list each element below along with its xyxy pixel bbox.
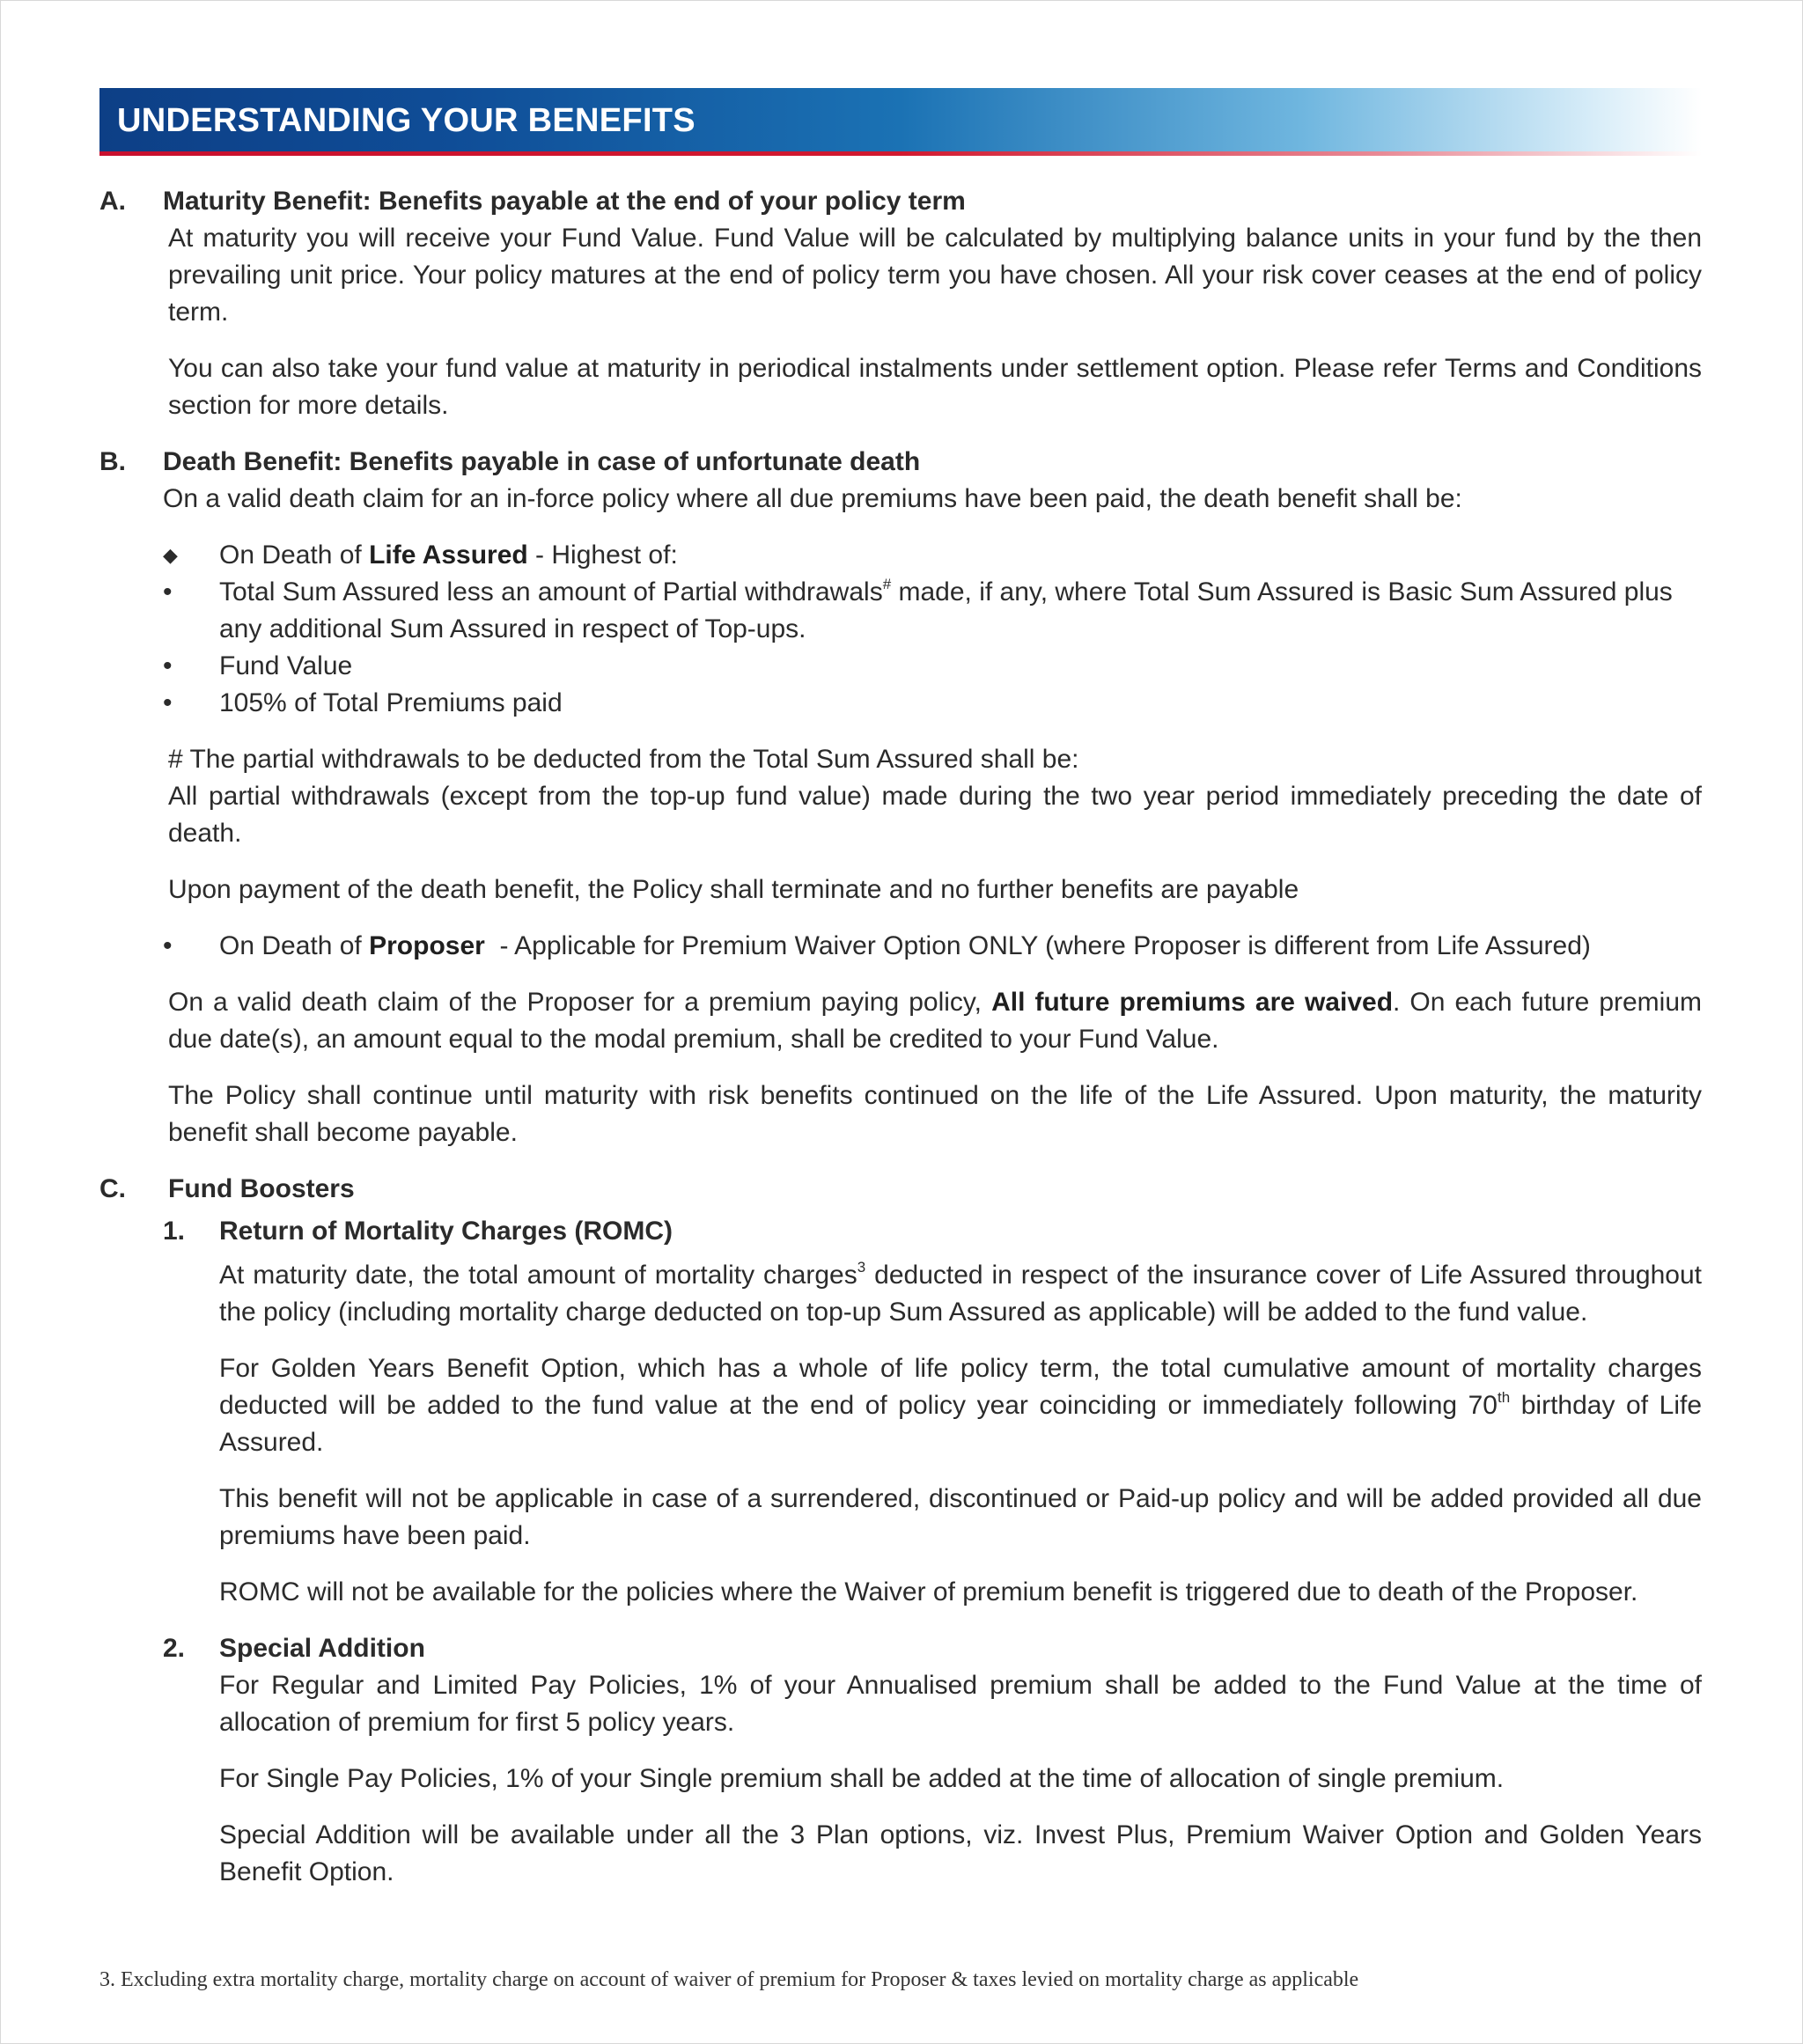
list-item: • Fund Value [163,648,1702,685]
section-title: Fund Boosters [168,1174,355,1203]
bullet-icon: • [163,651,173,680]
section-fund-boosters [99,1171,1702,1891]
list-item: • On Death of Proposer - Applicable for Premium Waiver Option ONLY (where Proposer is different from Life Assured) [163,928,1702,965]
premiums-waived-text: All future premiums are waived [991,988,1394,1017]
paragraph: For Single Pay Policies, 1% of your Single premium shall be added at the time of allocation of single premium. [219,1764,1505,1793]
section-letter: C. [99,1174,126,1203]
footnote-marker: # [882,576,892,592]
subsection-title: Special Addition [219,1634,425,1663]
list-item: • 105% of Total Premiums paid [163,685,1702,722]
paragraph: You can also take your fund value at maturity in periodical instalments under settlement option. Please refer Terms and Conditions section for more details. [168,354,1702,420]
life-assured-label: Life Assured [369,540,528,570]
bullet-icon: • [163,931,173,960]
paragraph: For Regular and Limited Pay Policies, 1% of your Annualised premium shall be added to the Fund Value at the time of allocation of premium for first 5 policy years. [219,1671,1702,1737]
paragraph: Special Addition will be available under all the 3 Plan options, viz. Invest Plus, Premium Waiver Option and Golden Years Benefit Option. [219,1820,1702,1886]
diamond-bullet-icon: ◆ [163,544,178,566]
bullet-icon: • [163,688,173,717]
footnote: 3. Excluding extra mortality charge, mortality charge on account of waiver of premium for Proposer & taxes levied on mortality charge as applicable [99,1968,1359,1991]
subsection-number: 2. [163,1634,186,1663]
partial-withdrawal-note: # The partial withdrawals to be deducted from the Total Sum Assured shall be: All partial withdrawals (except from the top-up fund value) made during the two year period immediately preceding the date of death. [168,745,1702,848]
proposer-list [163,928,1702,965]
header-underline [99,151,1702,156]
benefits-content [99,183,1702,1910]
section-letter: A. [99,187,126,216]
footnote-marker: 3 [857,1259,866,1276]
subsection-special-addition [163,1630,1702,1891]
bullet-icon: • [163,577,173,607]
paragraph: On a valid death claim of the Proposer for a premium paying policy, All future premiums are waived. On each future premium due date(s), an amount equal to the modal premium, shall be credited to your Fund Value. [168,988,1703,1054]
list-item: ◆ On Death of Life Assured - Highest of: [163,537,1702,574]
paragraph: Upon payment of the death benefit, the Policy shall terminate and no further benefits are payable [168,875,1299,904]
list-item: • Total Sum Assured less an amount of Partial withdrawals# made, if any, where Total Sum Assured is Basic Sum Assured plus any additional Sum Assured in respect of Top-ups. [163,576,1673,643]
section-header-band [99,88,1702,151]
page-title: UNDERSTANDING YOUR BENEFITS [117,102,695,139]
paragraph: ROMC will not be available for the policies where the Waiver of premium benefit is triggered due to death of the Proposer. [219,1577,1638,1607]
proposer-label: Proposer [369,931,485,960]
section-death-benefit [99,444,1702,1151]
paragraph: At maturity date, the total amount of mortality charges$^3$ deducted in respect of the insurance cover of Life Assured throughout the policy (including mortality charge deducted on top-up Sum Assured as applicable) will be added to the fund value. [219,1259,1702,1327]
section-letter: B. [99,447,126,476]
section-maturity-benefit [99,183,1702,424]
paragraph: The Policy shall continue until maturity with risk benefits continued on the life of the Life Assured. Upon maturity, the maturity benefit shall become payable. [168,1081,1702,1147]
paragraph: On a valid death claim for an in-force policy where all due premiums have been paid, the death benefit shall be: [163,484,1462,513]
death-benefit-list [163,537,1702,722]
section-title: Maturity Benefit: Benefits payable at the end of your policy term [163,187,966,216]
section-title: Death Benefit: Benefits payable in case of unfortunate death [163,447,921,476]
subsection-title: Return of Mortality Charges (ROMC) [219,1217,673,1246]
ordinal-suffix: th [1498,1389,1511,1406]
subsection-romc [163,1213,1702,1611]
paragraph: This benefit will not be applicable in case of a surrendered, discontinued or Paid-up policy and will be added provided all due premiums have been paid. [219,1484,1702,1550]
paragraph: At maturity you will receive your Fund Value. Fund Value will be calculated by multiplying balance units in your fund by the then prevailing unit price. Your policy matures at the end of policy term you have chosen. All your risk cover ceases at the end of policy term. [168,224,1702,327]
paragraph: For Golden Years Benefit Option, which has a whole of life policy term, the total cumulative amount of mortality charges deducted will be added to the fund value at the end of policy year coinciding or immediately following 70th birthday of Life Assured. [219,1354,1702,1457]
subsection-number: 1. [163,1217,186,1246]
